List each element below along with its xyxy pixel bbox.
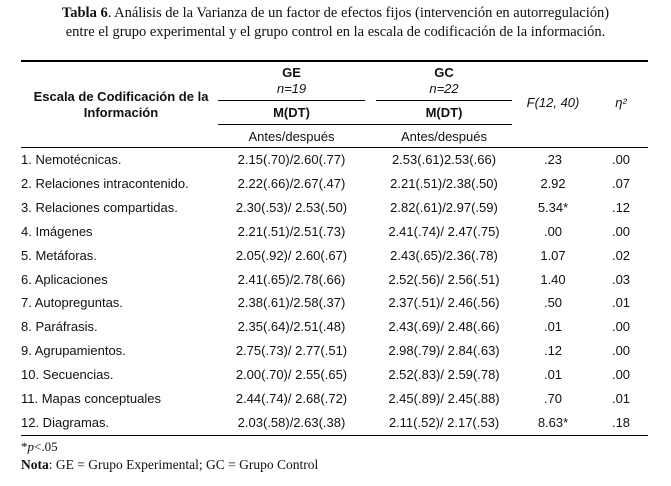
header-gc-title: GC (434, 65, 454, 80)
caption-label: Tabla 6 (61, 5, 108, 21)
table-row (0, 412, 671, 435)
row-eta-value: .00 (611, 152, 631, 167)
row-f-value: 1.07 (540, 247, 566, 263)
row-f-value: .01 (543, 319, 563, 335)
row-ge-value: 2.03(.58)/2.63(.38) (237, 414, 346, 430)
group-rule-gc (376, 100, 512, 101)
row-gc-value: 2.37(.51)/ 2.46(.56) (388, 295, 500, 311)
row-gc-value: 2.52(.83)/ 2.59(.78) (388, 367, 500, 383)
row-eta-value: .00 (611, 223, 631, 239)
row-scale: 8. Paráfrasis. (21, 319, 98, 335)
row-scale: 12. Diagramas. (21, 414, 110, 430)
table-row (0, 292, 671, 315)
row-scale: 6. Aplicaciones (21, 271, 108, 287)
header-ge-n: n=19 (276, 81, 307, 96)
header-scale-line1: Escala de Codificación de la (33, 89, 209, 104)
row-scale: 10. Secuencias. (21, 367, 114, 383)
significance-note (21, 439, 58, 455)
row-ge-value: 2.21(.51)/2.51(.73) (237, 223, 346, 239)
header-bottom-rule (21, 147, 648, 148)
header-scale (21, 89, 221, 121)
row-f-value: 2.92 (540, 175, 566, 191)
row-scale: 7. Autopreguntas. (21, 295, 123, 311)
row-f-value: .70 (543, 391, 563, 406)
header-gc-mdt: M(DT) (425, 105, 463, 120)
group-rule-ge (218, 100, 365, 101)
row-gc-value: 2.52(.56)/ 2.56(.51) (388, 271, 500, 287)
row-ge-value: 2.75(.73)/ 2.77(.51) (235, 343, 348, 359)
table-caption (0, 4, 671, 42)
row-gc-value: 2.21(.51)/2.38(.50) (390, 175, 498, 191)
row-eta-value: .01 (611, 295, 631, 311)
header-gc-n: n=22 (429, 81, 459, 96)
header-ge-mdt: M(DT) (273, 105, 310, 120)
row-ge-value: 2.44(.74)/ 2.68(.72) (235, 391, 348, 406)
row-f-value: .23 (543, 152, 563, 167)
header-eta: η² (615, 95, 627, 110)
row-f-value: .50 (543, 295, 563, 311)
sig-p: p (27, 439, 34, 454)
table-row (0, 316, 671, 339)
header-f (512, 95, 594, 111)
row-scale: 5. Metáforas. (21, 247, 97, 263)
table-row (0, 269, 671, 292)
row-eta-value: .03 (611, 271, 631, 287)
row-f-value: 8.63* (537, 414, 569, 430)
row-f-value: 1.40 (540, 271, 566, 287)
row-ge-value: 2.15(.70)/2.60(.77) (237, 152, 346, 167)
nota-label: Nota (21, 457, 49, 472)
row-scale: 1. Nemotécnicas. (21, 152, 122, 167)
table-row (0, 149, 671, 172)
row-gc-value: 2.43(.69)/ 2.48(.66) (388, 319, 500, 335)
row-gc-value: 2.11(.52)/ 2.17(.53) (388, 414, 500, 430)
row-scale: 3. Relaciones compartidas. (21, 199, 178, 215)
header-scale-line2: Información (83, 105, 159, 120)
row-f-value: .12 (543, 343, 563, 359)
row-gc-value: 2.45(.89)/ 2.45(.88) (388, 391, 500, 406)
row-eta-value: .01 (611, 391, 631, 406)
nota-line (21, 457, 318, 473)
row-f-value: 5.34* (537, 199, 569, 215)
table-row (0, 388, 671, 411)
row-gc-value: 2.53(.61)2.53(.66) (391, 152, 497, 167)
row-eta-value: .00 (611, 367, 631, 383)
nota-text: : GE = Grupo Experimental; GC = Grupo Control (48, 457, 319, 472)
header-ge-title: GE (282, 65, 301, 80)
row-ge-value: 2.38(.61)/2.58(.37) (237, 295, 346, 311)
header-gc (376, 65, 512, 97)
header-ge-antes: Antes/después (248, 129, 335, 144)
caption-line2: entre el grupo experimental y el grupo control en la escala de codificación de la información. (65, 24, 606, 40)
mdt-rule (218, 124, 512, 125)
row-eta-value: .02 (611, 247, 631, 263)
table-row (0, 173, 671, 196)
table-row (0, 364, 671, 387)
header-gc-antes: Antes/después (400, 129, 487, 144)
header-ge (218, 65, 365, 97)
row-scale: 11. Mapas conceptuales (21, 391, 161, 406)
row-ge-value: 2.30(.53)/ 2.53(.50) (235, 199, 348, 215)
bottom-rule (21, 435, 648, 436)
row-gc-value: 2.98(.79)/ 2.84(.63) (388, 343, 500, 359)
top-rule (21, 60, 648, 62)
row-ge-value: 2.22(.66)/2.67(.47) (237, 175, 346, 191)
row-eta-value: .00 (611, 319, 631, 335)
sig-rest: <.05 (34, 439, 58, 454)
row-gc-value: 2.82(.61)/2.97(.59) (390, 199, 498, 215)
row-eta-value: .18 (611, 414, 631, 430)
row-gc-value: 2.43(.65)/2.36(.78) (390, 247, 498, 263)
caption-line1: . Análisis de la Varianza de un factor de efectos fijos (intervención en autorregulación) (107, 5, 610, 21)
row-f-value: .01 (543, 367, 563, 383)
row-ge-value: 2.00(.70)/ 2.55(.65) (235, 367, 348, 383)
row-ge-value: 2.05(.92)/ 2.60(.67) (235, 247, 348, 263)
sig-star: * (21, 439, 28, 454)
row-eta-value: .12 (611, 199, 631, 215)
table-row (0, 221, 671, 244)
row-eta-value: .07 (611, 175, 631, 191)
row-scale: 2. Relaciones intracontenido. (21, 175, 189, 191)
row-ge-value: 2.35(.64)/2.51(.48) (237, 319, 346, 335)
header-f-label: F(12, 40) (526, 95, 580, 110)
table-row (0, 245, 671, 268)
row-f-value: .00 (543, 223, 563, 239)
row-scale: 9. Agrupamientos. (21, 343, 126, 359)
table-row (0, 197, 671, 220)
table-row (0, 340, 671, 363)
row-gc-value: 2.41(.74)/ 2.47(.75) (388, 223, 500, 239)
row-scale: 4. Imágenes (21, 223, 93, 239)
row-ge-value: 2.41(.65)/2.78(.66) (237, 271, 346, 287)
row-eta-value: .00 (611, 343, 631, 359)
